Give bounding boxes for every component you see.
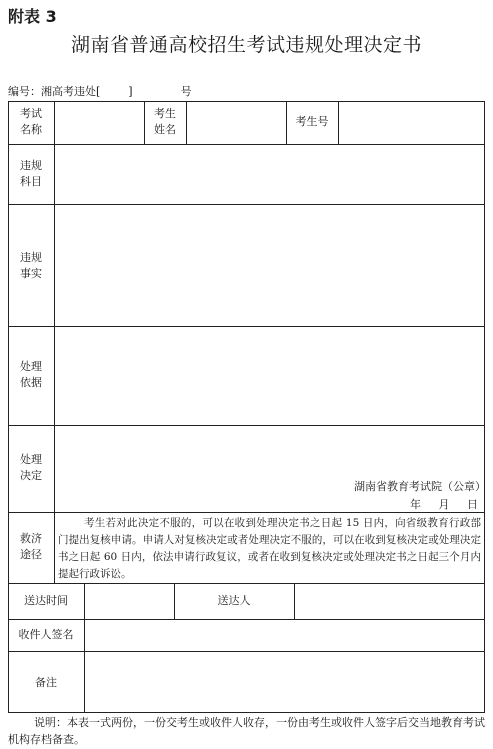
deliverer-label: 送达人 <box>217 594 251 607</box>
candidate-name-label: 考生 姓名 <box>154 107 176 136</box>
attachment-label: 附表 3 <box>8 7 57 26</box>
recipient-sign-label: 收件人签名 <box>18 628 74 641</box>
row-divider <box>8 144 485 145</box>
relief-text: 考生若对此决定不服的，可以在收到处理决定书之日起 15 日内，向省级教育行政部门提出复核申请。申请人对复核决定或者处理决定不服的，可以在收到复核决定或处理决定书之日起 60 日内，依法申请行政复议，或者在收到复核决定或处理决定书之日起三个月内提起行政诉讼。 <box>58 517 481 580</box>
document-number <box>8 83 192 99</box>
remarks-field[interactable] <box>85 652 484 712</box>
delivery-time-field[interactable] <box>85 585 174 619</box>
exam-name-label: 考试 名称 <box>20 107 42 136</box>
exam-name-field[interactable] <box>55 102 144 144</box>
table-border-right <box>484 101 485 713</box>
violation-facts-label: 违规 事实 <box>20 251 42 280</box>
table-border-bottom <box>8 712 485 713</box>
row-divider <box>8 425 485 426</box>
table-border-left <box>8 101 9 713</box>
row-divider <box>8 204 485 205</box>
issue-date: 年 月 日 <box>410 498 478 511</box>
delivery-time-label: 送达时间 <box>24 594 68 607</box>
row-divider <box>8 512 485 513</box>
decision-form-table <box>8 101 485 713</box>
row-divider <box>8 583 485 584</box>
candidate-number-label: 考生号 <box>295 115 329 128</box>
candidate-number-field[interactable] <box>339 102 484 144</box>
row-divider <box>8 326 485 327</box>
decision-label: 处理 决定 <box>20 453 42 482</box>
deliverer-field[interactable] <box>295 585 484 619</box>
candidate-name-field[interactable] <box>187 102 286 144</box>
footnote: 说明：本表一式两份，一份交考生或收件人收存，一份由考生或收件人签字后交当地教育考试机构存档备查。 <box>8 716 485 746</box>
issuer-seal-text: 湖南省教育考试院（公章） <box>354 480 486 493</box>
column-divider <box>54 101 55 584</box>
basis-label: 处理 依据 <box>20 360 42 389</box>
recipient-sign-field[interactable] <box>85 620 484 651</box>
document-title: 湖南省普通高校招生考试违规处理决定书 <box>70 34 422 56</box>
relief-label: 救济 途径 <box>20 532 42 561</box>
violation-subject-label: 违规 科目 <box>20 159 42 188</box>
doc-number-prefix: 编号：湘高考违处[ <box>8 85 101 98</box>
remarks-label: 备注 <box>35 676 57 689</box>
doc-number-bracket: ] <box>128 85 133 98</box>
doc-number-suffix: 号 <box>180 85 192 98</box>
